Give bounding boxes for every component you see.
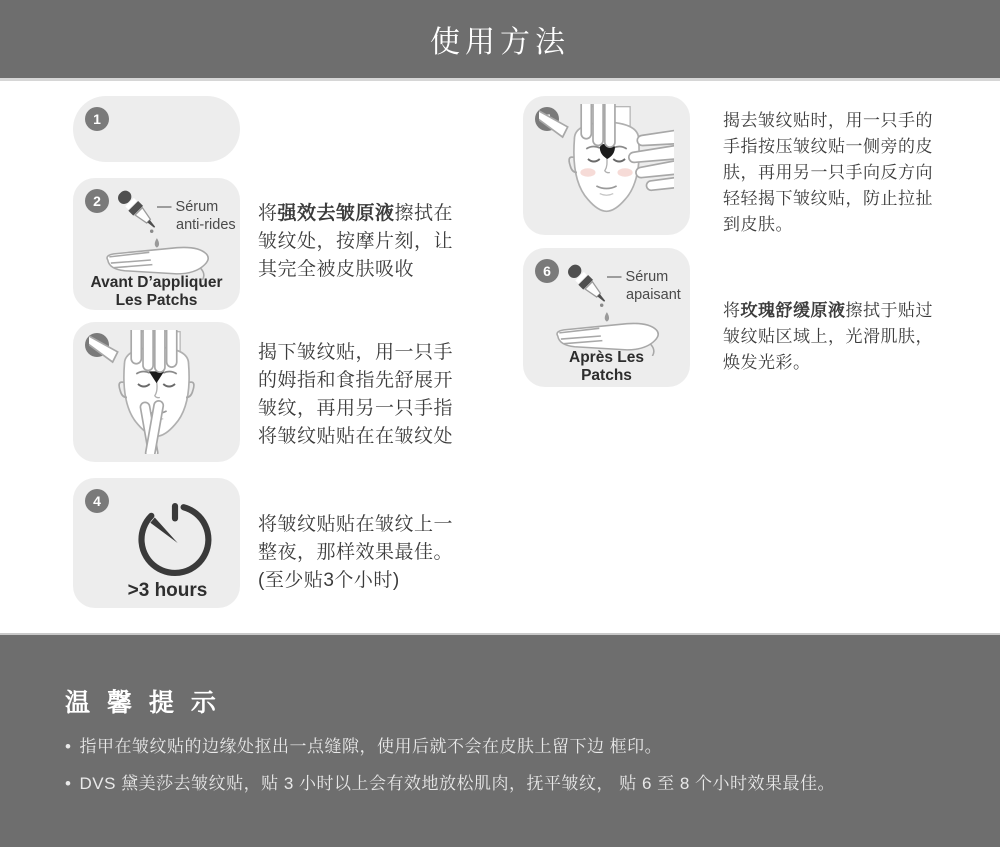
step-3-text: 揭下皱纹贴，用一只手的姆指和食指先舒展开皱纹，再用另一只手指将皱纹贴贴在在皱纹处	[258, 342, 454, 447]
step-2-text-bold: 强效去皱原液	[277, 203, 395, 224]
header-band	[0, 0, 1000, 78]
step-4-text: 将皱纹贴贴在皱纹上一整夜，那样效果最佳。(至少贴3个小时)	[258, 514, 454, 591]
serum-label-line2: anti-rides	[176, 217, 236, 233]
step-4-badge: 4	[85, 489, 109, 513]
timer-clock-icon	[129, 492, 221, 580]
step-6-text-prefix: 将	[723, 301, 741, 320]
step-2-text-prefix: 将	[258, 203, 278, 224]
step-6-box	[523, 248, 690, 387]
serum-label-line1: — Sérum	[607, 269, 669, 285]
clock-duration-label: >3 hours	[127, 580, 208, 601]
step-3-box	[73, 322, 240, 462]
steps-content	[0, 81, 1000, 633]
step-6-caption	[523, 349, 690, 385]
tips-footer	[0, 635, 1000, 847]
step-5-instruction	[723, 108, 940, 238]
step-4-instruction	[258, 511, 471, 595]
step-3-instruction	[258, 339, 471, 451]
bullet-icon: •	[65, 737, 72, 756]
step-2-box	[73, 178, 240, 310]
serum-label-line1: — Sérum	[157, 199, 219, 215]
step-6-instruction	[723, 298, 940, 376]
bullet-icon: •	[65, 774, 72, 793]
step-2-badge: 2	[85, 189, 109, 213]
step-1-box	[73, 96, 240, 162]
tip-item	[65, 732, 662, 757]
tip-item	[65, 769, 835, 794]
tips-heading: 温 馨 提 示	[65, 689, 221, 717]
tip-2-text: DVS 黛美莎去皱纹贴，贴 3 小时以上会有效地放松肌肉，抚平皱纹， 贴 6 至 8 个小时效果最佳。	[79, 774, 836, 793]
tip-1-text: 指甲在皱纹贴的边缘处抠出一点缝隙，使用后就不会在皮肤上留下边 框印。	[79, 737, 663, 756]
caption-line1: Avant D’appliquer	[90, 274, 223, 291]
step-5-text: 揭去皱纹贴时，用一只手的手指按压皱纹贴一侧旁的皮肤，再用另一只手向反方向轻轻揭下皱纹贴，防止拉扯到皮肤。	[723, 111, 933, 234]
step-6-text-rest: 擦拭于贴过皱纹贴区域上，光滑肌肤，焕发光彩。	[723, 301, 933, 372]
step-5-box	[523, 96, 690, 235]
face-apply-patch-icon	[89, 330, 224, 454]
step-6-text-bold: 玫瑰舒缓原液	[740, 301, 846, 320]
caption-line2: Patchs	[581, 367, 632, 384]
serum-label	[607, 268, 689, 304]
page-title: 使用方法	[430, 26, 570, 59]
caption-line2: Les Patchs	[115, 292, 198, 309]
step-1-badge: 1	[85, 107, 109, 131]
step-2-text-rest: 擦拭在皱纹处，按摩片刻，让其完全被皮肤吸收	[258, 203, 454, 280]
step-2-instruction	[258, 200, 471, 284]
step-2-caption	[73, 274, 240, 310]
caption-line1: Après Les	[569, 349, 644, 366]
face-remove-patch-icon	[539, 104, 674, 230]
step-4-box	[73, 478, 240, 608]
serum-label	[157, 198, 239, 234]
step-6-badge: 6	[535, 259, 559, 283]
serum-label-line2: apaisant	[626, 287, 681, 303]
